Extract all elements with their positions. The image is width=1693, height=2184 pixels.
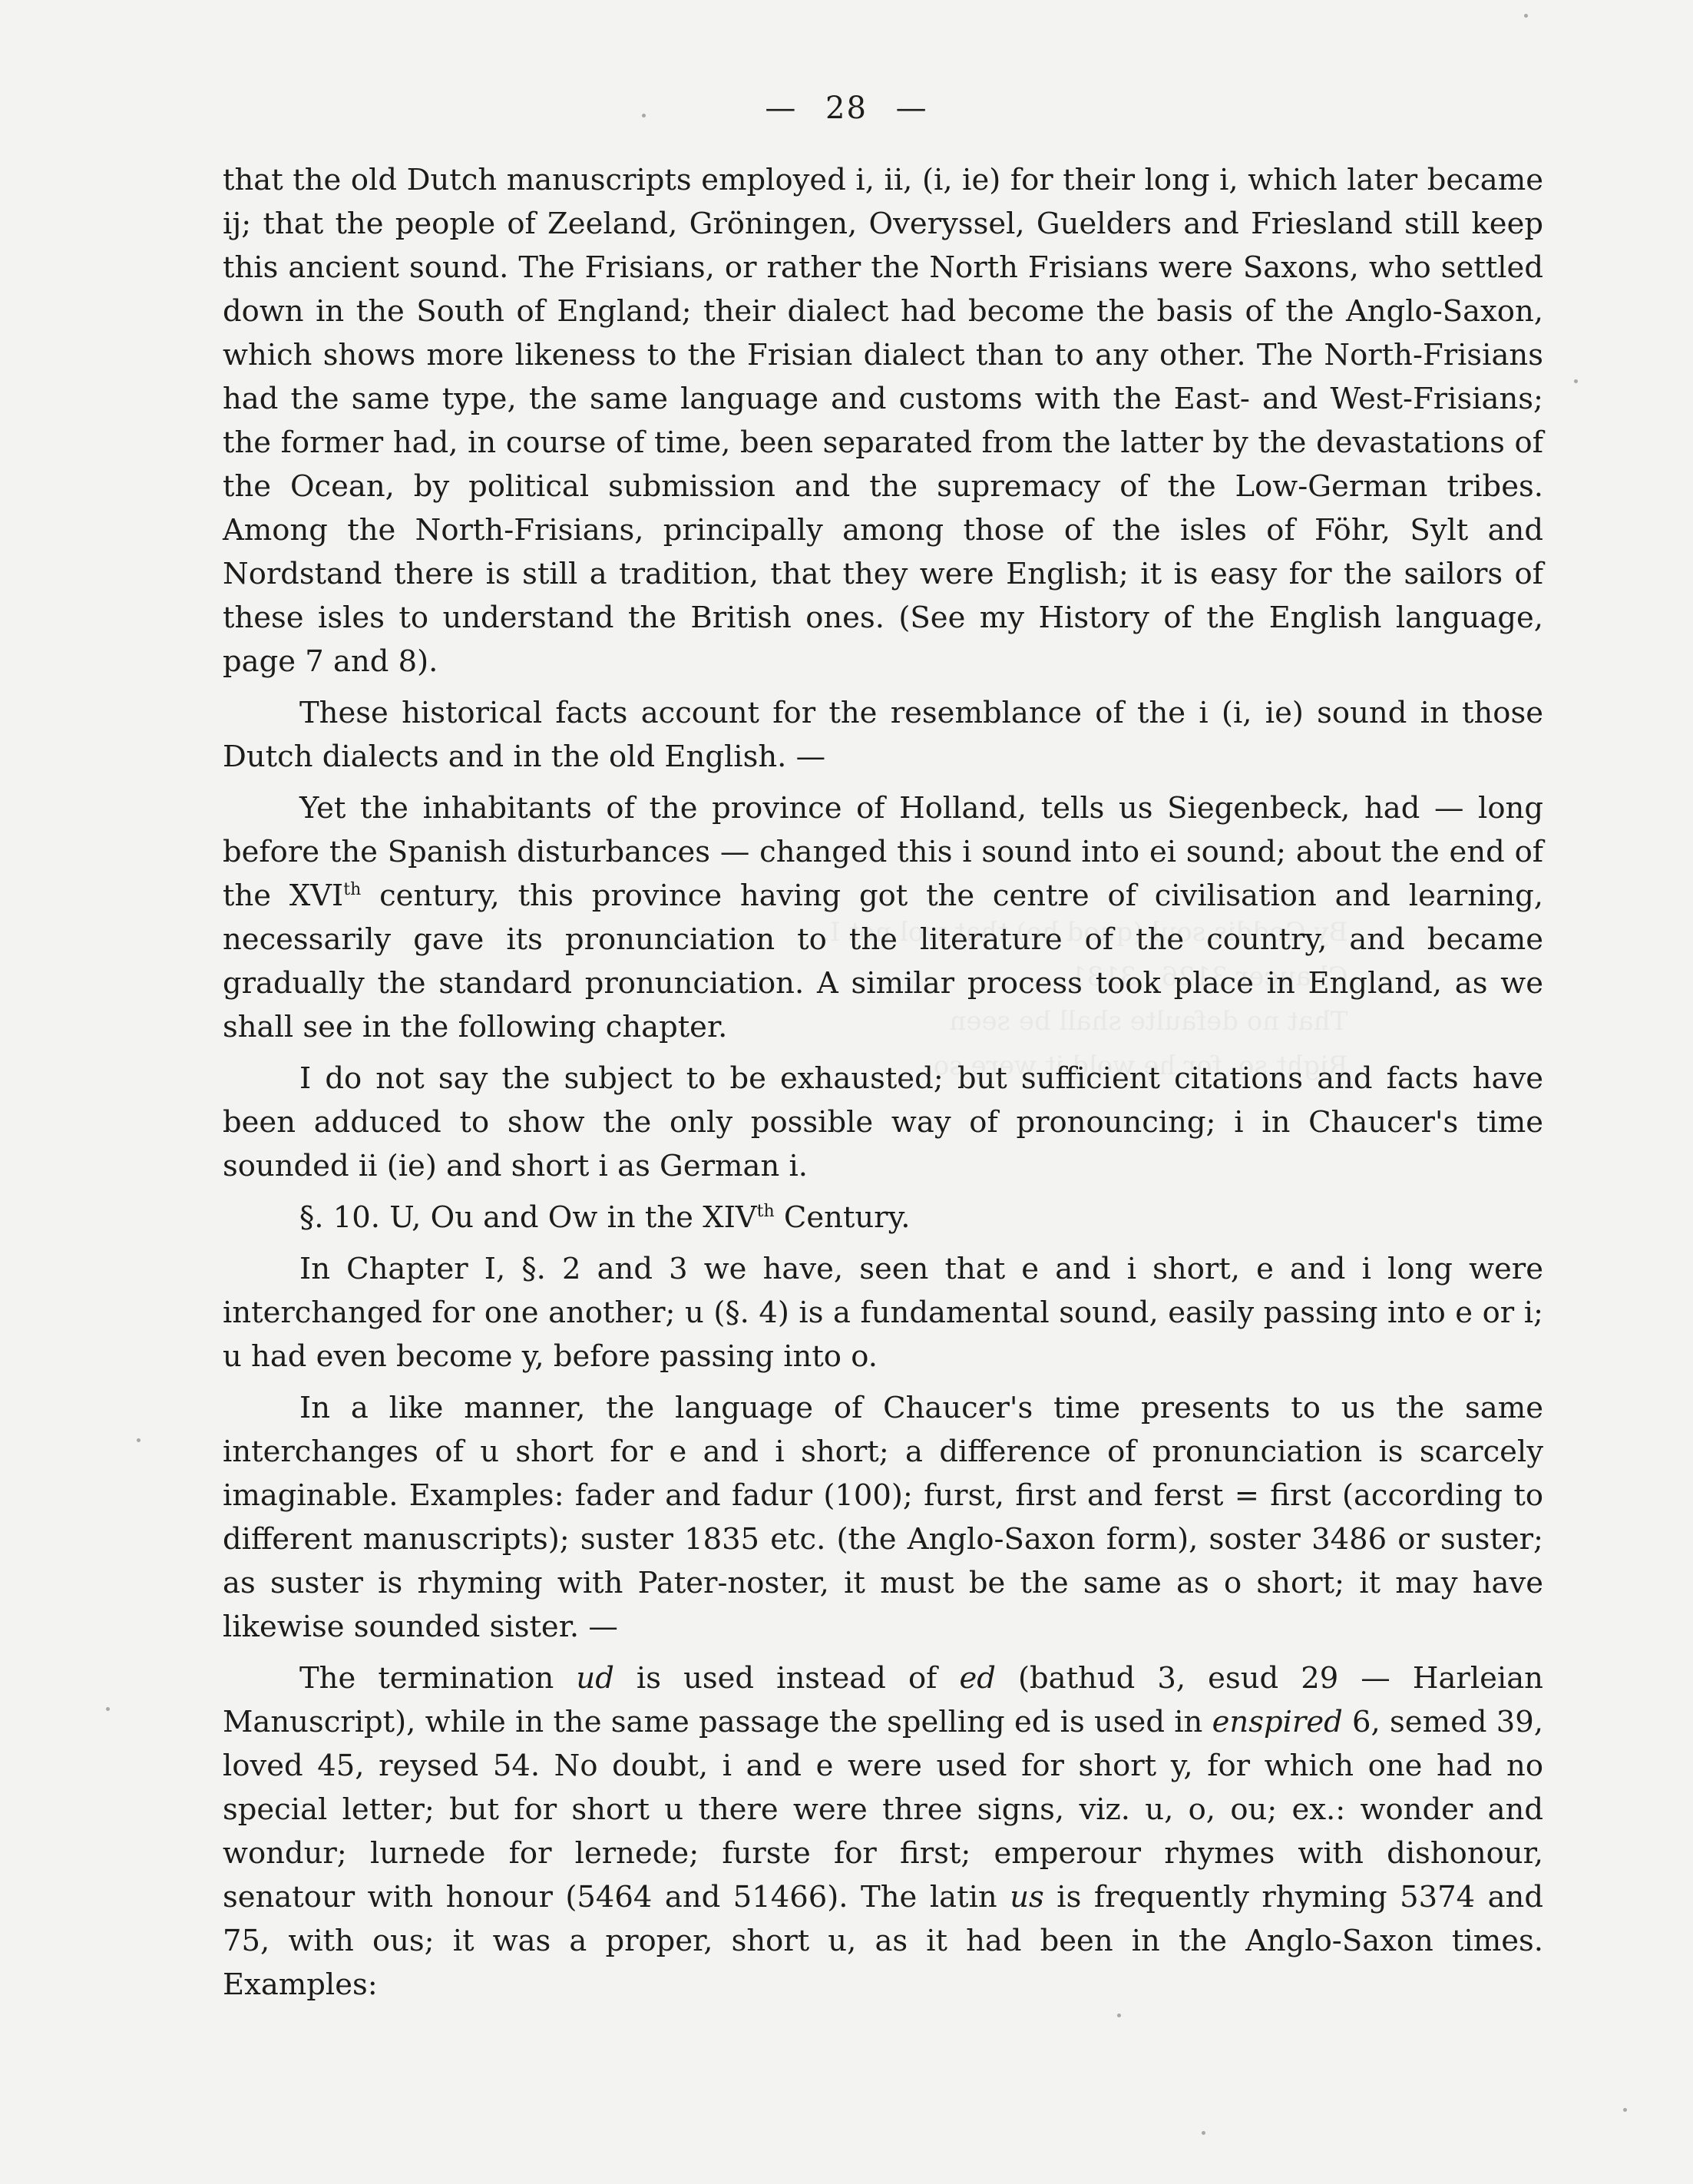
italic-ed: ed [959, 1661, 996, 1696]
termination-text-2: is used instead of [613, 1661, 960, 1696]
paper-speck [1623, 2108, 1627, 2112]
paragraph-historical-facts: These historical facts account for the resemblance of the i (i, ie) sound in those Dutch dialects and in the old English. — [223, 696, 1543, 774]
termination-text-3: (bathud 3, esud 29 — Harleian Manuscript), while in the same passage the spelling ed is used in [223, 1661, 1543, 1739]
page-number [0, 91, 1693, 126]
paragraph-termination [223, 1656, 1543, 2007]
page-number-value: 28 [825, 91, 868, 126]
superscript-th: th [756, 1202, 775, 1222]
page-number-dash-left: — [765, 91, 798, 126]
page-number-dash-right: — [895, 91, 928, 126]
paragraph-chapter-one: In Chapter I, §. 2 and 3 we have, seen that e and i short, e and i long were interchanged for one another; u (§. 4) is a fundamental sound, easily passing into e or i; u had even become y, before passing into o. [223, 1252, 1543, 1374]
paragraph-subject-exhausted: I do not say the subject to be exhausted; but sufficient citations and facts have been adduced to show the only possible way of pronouncing; i in Chaucer's time sounded ii (ie) and short i as German i. [223, 1061, 1543, 1183]
section-heading [223, 1196, 1543, 1239]
paper-speck [106, 1707, 110, 1711]
italic-us: us [1010, 1880, 1044, 1914]
termination-text-4: 6, semed 39, loved 45, reysed 54. No doubt, i and e were used for short y, for which one had no special letter; but for short u there were three signs, viz. u, o, ou; ex.: wonder and wondur; lurnede for lernede; furste for first; emperour rhymes with dishonour, senatour with honour (5464 and 51466). The latin [223, 1705, 1544, 1914]
paper-speck [137, 1438, 141, 1442]
paragraph-like-manner: In a like manner, the language of Chaucer's time presents to us the same interchanges of u short for e and i short; a difference of pronunciation is scarcely imaginable. Examples: fader and fadur (100); furst, first and ferst = first (according to different manuscripts); suster 1835 etc. (the Anglo-Saxon form), soster 3486 or suster; as suster is rhyming with Pater-noster, it must be the same as o short; it may have likewise sounded sister. — [223, 1391, 1543, 1644]
paragraph-dutch-manuscripts: that the old Dutch manuscripts employed i, ii, (i, ie) for their long i, which later became ij; that the people of Zeeland, Gröningen, Overyssel, Guelders and Friesland still keep this ancient sound. The Frisians, or rather the North Frisians were Saxons, who settled down in the South of England; their dialect had become the basis of the Anglo-Saxon, which shows more likeness to the Frisian dialect than to any other. The North-Frisians had the same type, the same language and customs with the East- and West-Frisians; the former had, in course of time, been separated from the latter by the devastations of the Ocean, by political submission and the supremacy of the Low-German tribes. Among the North-Frisians, principally among those of the isles of Föhr, Sylt and Nordstand there is still a tradition, that they were English; it is easy for the sailors of these isles to understand the British ones. (See my History of the English language, page 7 and 8). [223, 163, 1543, 679]
paper-speck [1574, 379, 1578, 383]
paragraph-holland-pronunciation [223, 786, 1543, 1049]
superscript-th: th [343, 880, 362, 900]
section-heading-part2: Century. [774, 1200, 911, 1235]
section-heading-part1: §. 10. U, Ou and Ow in the XIV [299, 1200, 757, 1235]
paragraph-holland-part2: century, this province having got the centre of civilisation and learning, necessarily gave its pronunciation to the literature of the country, and became gradually the standard pronunciation. A similar process took place in England, as we shall see in the following chapter. [223, 879, 1543, 1044]
paper-speck [642, 114, 646, 117]
italic-enspired: enspired [1212, 1705, 1343, 1739]
termination-text-5: is frequently rhyming 5374 and 75, with ous; it was a proper, short u, as it had been in the Anglo-Saxon times. Examples: [223, 1880, 1543, 2002]
paper-speck [1202, 2131, 1205, 2135]
paper-speck [1524, 14, 1528, 18]
paper-speck [1117, 2014, 1121, 2017]
paragraph-holland-part1: Yet the inhabitants of the province of Holland, tells us Siegenbeck, had — long before the Spanish disturbances — changed this i sound into ei sound; about the end of the XVI [223, 791, 1543, 913]
italic-ud: ud [576, 1661, 614, 1696]
termination-text-1: The termination [299, 1661, 577, 1696]
body-text [223, 158, 1543, 2014]
